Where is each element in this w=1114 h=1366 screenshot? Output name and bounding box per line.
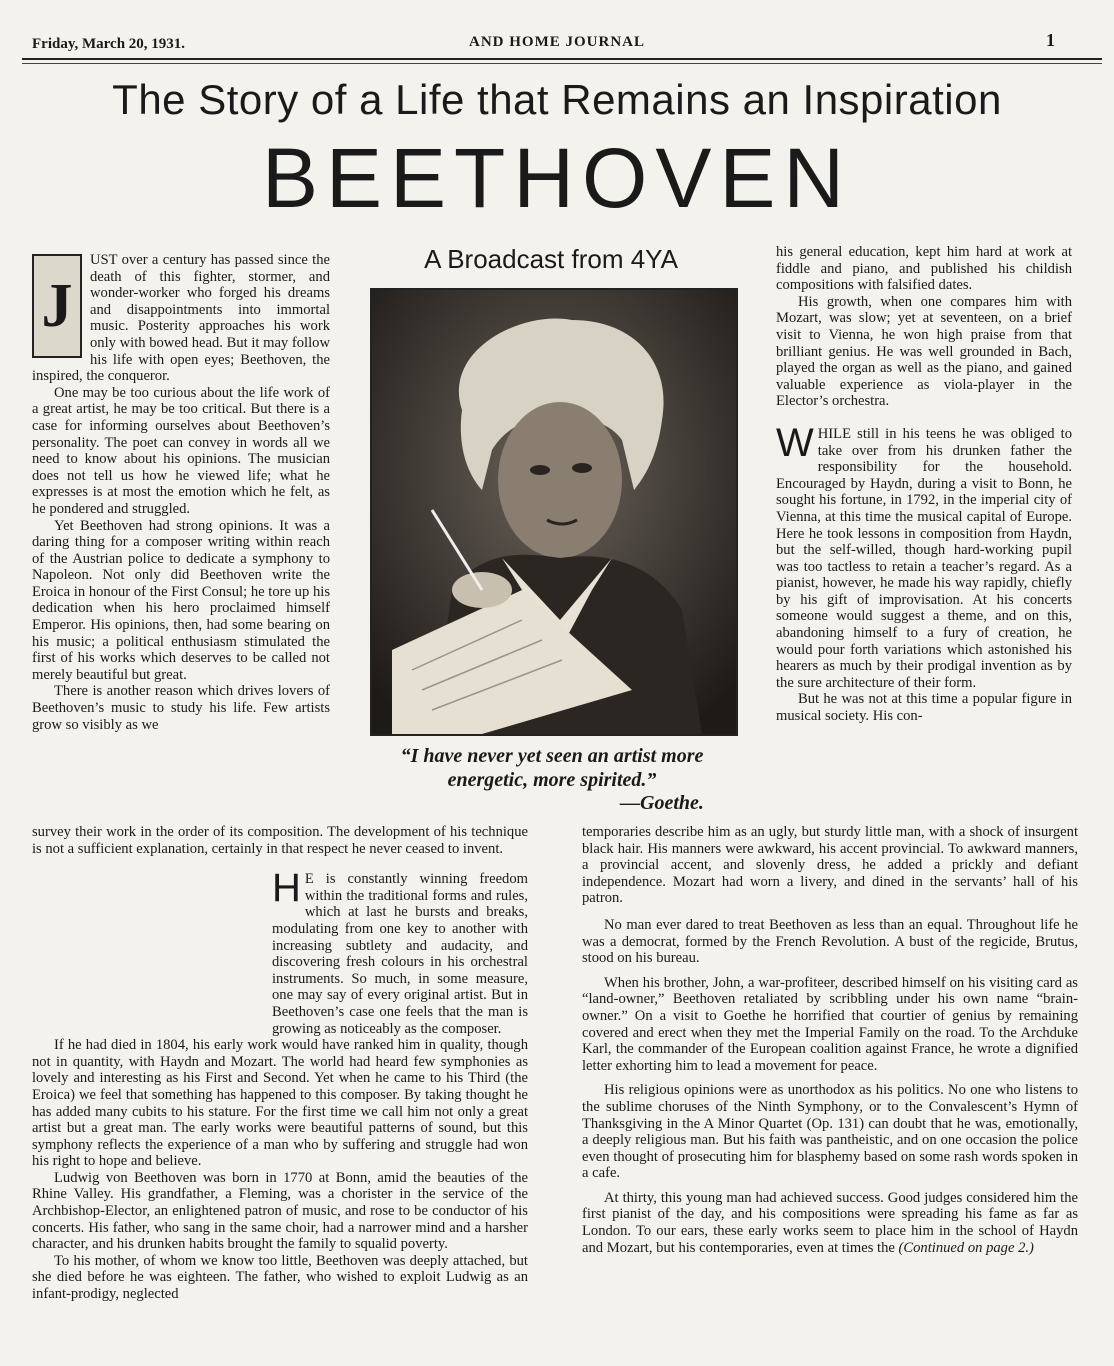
column-left: [32, 252, 330, 733]
masthead-rule: [22, 58, 1102, 60]
drop-cap-w: W: [776, 420, 814, 465]
headline: The Story of a Life that Remains an Inspiration: [112, 76, 1002, 123]
paragraph: No man ever dared to treat Beethoven as less than an equal. Throughout life he was a democrat, formed by the French Revolution. A bust of the regicide, Brutus, stood on his bureau.: [582, 916, 1078, 967]
article-title: BEETHOVEN: [261, 131, 853, 225]
paragraph: At thirty, this young man had achieved success. Good judges considered him the first pianist of the day, and his compositions were spreading his fame as far as London. To our ears, these early works seem to place him in the school of Haydn and Mozart, but his contemporaries, even at times the (Continued on page 2.): [582, 1189, 1078, 1256]
paragraph: his general education, kept him hard at work at fiddle and piano, and published his childish compositions with falsified dates.: [776, 244, 1072, 294]
paragraph: If he had died in 1804, his early work would have ranked him in quality, though not in quantity, with Haydn and Mozart. The world had heard few symphonies as lovely and interesting as his First and Second. Yet when he came to his Third (the Eroica) we feel that something has happened to this composer. By taking thought he has added many cubits to his stature. For the first time we call him not only a great artist but a great man. The early works were beautiful patterns of sound, but this symphony reflects the experience of a man who by suffering and struggle had won his right to hope and believe.: [32, 1037, 528, 1170]
issue-date: Friday, March 20, 1931.: [32, 36, 186, 52]
page-number: 1: [1046, 30, 1055, 50]
paragraph: Yet Beethoven had strong opinions. It was a daring thing for a composer writing within reach of the Austrian police to dedicate a symphony to Napoleon. Not only did Beethoven write the Eroica in honour of the First Consul; he tore up his dedication when his hero proclaimed himself Emperor. His opinions, then, had some bearing on his music; a political enthusiasm stimulated the first of his works which deserves to be called not merely beautiful but great.: [32, 517, 330, 683]
paragraph: When his brother, John, a war-profiteer, described himself on his visiting card as “land-owner,” Beethoven retaliated by scribbling under his own name “brain-owner.” On a visit to Goethe he horrified that courtier of genius by remaining covered and erect when they met the Imperial Family on the road. To the Archduke Karl, the commander of the European coalition against France, he wrote a dignified letter exhorting him to lead a movement for peace.: [582, 974, 1078, 1074]
paragraph: There is another reason which drives lovers of Beethoven’s music to study his life. Few artists grow so visibly as we: [32, 683, 330, 733]
paragraph: His growth, when one compares him with Mozart, was slow; yet at seventeen, on a brief visit to Vienna, he won high praise from that brilliant genius. He was well grounded in Bach, played the organ as well as the piano, and gained valuable experience as viola-player in the Elector’s orchestra.: [776, 293, 1072, 410]
portrait-illustration: [372, 290, 736, 734]
paragraph: survey their work in the order of its composition. The development of his technique is not a sufficient explanation, certainly in that respect he never ceased to invent.: [32, 824, 528, 857]
paragraph: Ludwig von Beethoven was born in 1770 at Bonn, amid the beauties of the Rhine Valley. His grandfather, a Fleming, was a chorister in the service of the Archbishop-Elector, an enlightened patron of music, and rose to be conductor of his concerts. His father, who sang in the same choir, had a narrower mind and a harsher character, and his drunken habits brought the family to squalid poverty.: [32, 1169, 528, 1253]
quote-attribution: —Goethe.: [620, 792, 704, 814]
pull-quote: “I have never yet seen an artist more energetic, more spirited.”: [400, 745, 704, 791]
paragraph: UST over a century has passed since the death of this fighter, stormer, and wonder-worker who forged his dreams and disappointments into immortal music. Posterity approaches his work only with bowed head. But it may follow his life with open eyes; Beethoven, the inspired, the conqueror.: [32, 252, 330, 385]
column-left-wide: [32, 824, 528, 1303]
paragraph: H E is constantly winning freedom within the traditional forms and rules, which at last he bursts and breaks, modulating from one key to another with increasing subtlety and audacity, and discovering fresh colours in his orchestral instruments. So much, in some measure, one may say of every original artist. But in Beethoven’s case one feels that the man is growing as noticeably as the composer.: [272, 866, 528, 1037]
paragraph: One may be too curious about the life work of a great artist, he may be too critical. But there is a case for informing ourselves about Beethoven’s personality. The poet can convey in words all we need to know about his opinions. The musician does not tell us how he viewed life; what he expresses is at most the emotion which he felt, as he pondered and struggled.: [32, 384, 330, 517]
drop-cap-j: J: [32, 254, 82, 358]
masthead-rule-thin: [22, 63, 1102, 64]
paragraph: To his mother, of whom we know too little, Beethoven was deeply attached, but she died before he was eighteen. The father, who wished to exploit Ludwig as an infant-prodigy, neglected: [32, 1252, 528, 1303]
column-right-wide: [582, 824, 1078, 1256]
column-right: [776, 244, 1072, 725]
paragraph: His religious opinions were as unorthodox as his politics. No one who listens to the sublime choruses of the Ninth Symphony, or to the Convalescent’s Hymn of Thanksgiving in the A Minor Quartet (Op. 131) can doubt that he was, emotionally, a deeply religious man. But his faith was pantheistic, and on one occasion the police even thought of prosecuting him for blasphemy based on some rash words spoken in a cafe.: [582, 1082, 1078, 1182]
paragraph: But he was not at this time a popular figure in musical society. His con-: [776, 691, 1072, 725]
paragraph: WHILE still in his teens he was obliged to take over from his drunken father the responsibility for the household. Encouraged by Haydn, during a visit to Bonn, he sought his fortune, in 1792, in the imperial city of Vienna, at this time the musical capital of Europe. Here he took lessons in composition from Haydn, but the self-willed, though hard-working pupil was too tactless to retain a teacher’s regard. As a pianist, however, he made his way rapidly, chiefly by his gift of improvisation. At his concerts someone would suggest a theme, and on this, abandoning himself to a fury of creation, he would pour forth variations which astonished his hearers as much by their prodigal invention as by the sure architecture of their form.: [776, 420, 1072, 691]
portrait-image: [370, 288, 738, 736]
drop-cap-h: H: [272, 866, 301, 911]
subheadline: A Broadcast from 4YA: [424, 244, 678, 274]
paper-name: AND HOME JOURNAL: [469, 34, 645, 50]
continued-link[interactable]: (Continued on page 2.): [898, 1239, 1034, 1256]
paragraph: temporaries describe him as an ugly, but sturdy little man, with a shock of insurgent black hair. His manners were awkward, his accent provincial. To awkward manners, a provincial accent, and slovenly dress, he added a prickly and defiant independence. Mozart had worn a livery, and dined in the servants’ hall of his patron.: [582, 824, 1078, 907]
